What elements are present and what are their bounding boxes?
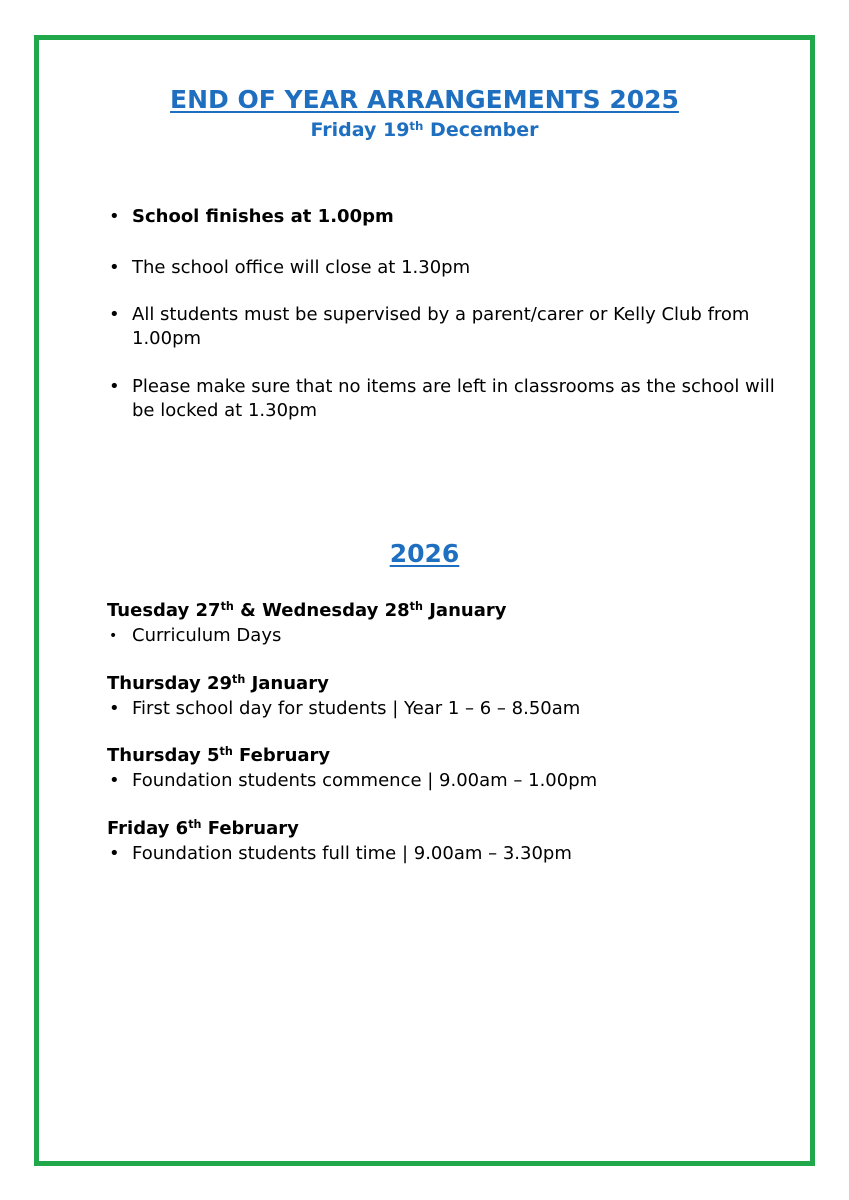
arrangement-list [107, 303, 749, 351]
year-heading: 2026 [389, 539, 460, 568]
event-date-heading: Friday 6th February [107, 818, 299, 839]
bullet-icon: • [109, 770, 120, 791]
list-item: • The school office will close at 1.30pm [109, 257, 471, 278]
list-item: • First school day for students | Year 1 – 6 – 8.50am [109, 698, 581, 719]
bullet-icon: • [109, 304, 120, 325]
event-date-heading: Thursday 5th February [107, 745, 331, 766]
list-item: • Foundation students commence | 9.00am – 1.00pm [109, 770, 598, 791]
bullet-icon: • [109, 843, 120, 864]
event-date-heading: Tuesday 27th & Wednesday 28th January [107, 600, 507, 621]
arrangement-list [107, 375, 775, 423]
list-item: • All students must be supervised by a parent/carer or Kelly Club from 1.00pm [109, 304, 750, 349]
bullet-icon: • [109, 206, 120, 227]
list-item: • Please make sure that no items are left in classrooms as the school will be locked at 1.30pm [109, 376, 775, 421]
bullet-icon: • [109, 376, 120, 397]
bullet-icon: • [109, 257, 120, 278]
event-date-heading: Thursday 29th January [107, 673, 329, 694]
bullet-icon: • [109, 628, 118, 644]
list-item: • School finishes at 1.00pm [109, 206, 394, 227]
list-item: • Foundation students full time | 9.00am – 3.30pm [109, 843, 572, 864]
bullet-icon: • [109, 698, 120, 719]
arrangement-list [107, 205, 394, 229]
arrangement-list [107, 256, 470, 280]
list-item: • Curriculum Days [109, 625, 282, 646]
page-subtitle: Friday 19th December [310, 118, 539, 141]
page-title: END OF YEAR ARRANGEMENTS 2025 [170, 85, 679, 114]
